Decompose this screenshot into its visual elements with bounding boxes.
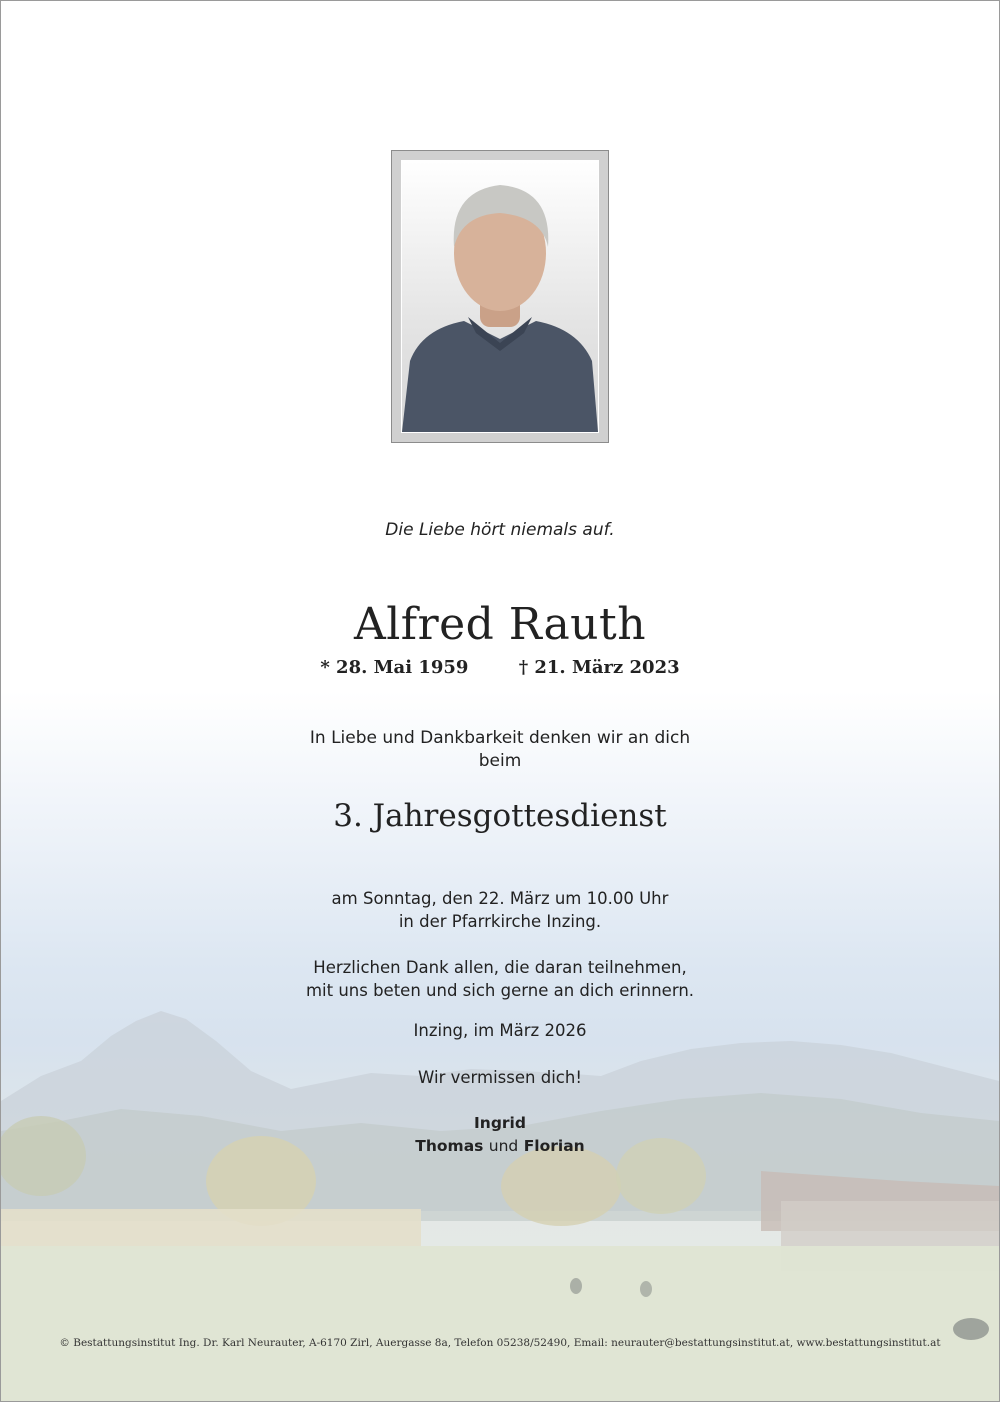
thanks-line: mit uns beten und sich gerne an dich erinnern. [305,981,695,1000]
place-date: Inzing, im März 2026 [413,1021,587,1040]
cow [640,1281,652,1297]
event-date-time: am Sonntag, den 22. März um 10.00 Uhr [331,889,669,908]
signatory-name: Thomas [415,1137,484,1155]
cow [570,1278,582,1294]
signatory-primary: Ingrid [474,1114,526,1132]
life-dates [1,657,999,678]
field [1,1209,421,1249]
signatories [1,1112,999,1158]
thanks-text [1,956,999,1002]
signatory-secondary [1,1135,999,1158]
person-silhouette [402,161,598,432]
event-details [1,887,999,933]
birth-date: * 28. Mai 1959 [320,657,469,678]
shirt [402,321,598,432]
event-location: in der Pfarrkirche Inzing. [398,912,602,931]
tree [501,1146,621,1226]
footer-imprint: © Bestattungsinstitut Ing. Dr. Karl Neurauter, A-6170 Zirl, Auergasse 8a, Telefon 05238/52490, Email: neurauter@bestattungsinstitut.at, www.bestattungsinstitut.at [59,1337,941,1349]
intro-text [1,727,999,773]
event-title: 3. Jahresgottesdienst [333,798,667,834]
miss-text: Wir vermissen dich! [418,1068,582,1087]
portrait-photo [401,160,599,433]
thanks-line: Herzlichen Dank allen, die daran teilnehmen, [313,958,687,977]
signatory-name: Florian [523,1137,585,1155]
signatory-conjunction: und [488,1137,519,1155]
intro-line: beim [478,751,522,771]
death-date: † 21. März 2023 [518,657,680,678]
portrait-frame [391,150,609,443]
intro-line: In Liebe und Dankbarkeit denken wir an dich [309,728,691,748]
memorial-quote: Die Liebe hört niemals auf. [385,520,615,540]
meadow [1,1246,999,1401]
deceased-name: Alfred Rauth [353,599,647,650]
